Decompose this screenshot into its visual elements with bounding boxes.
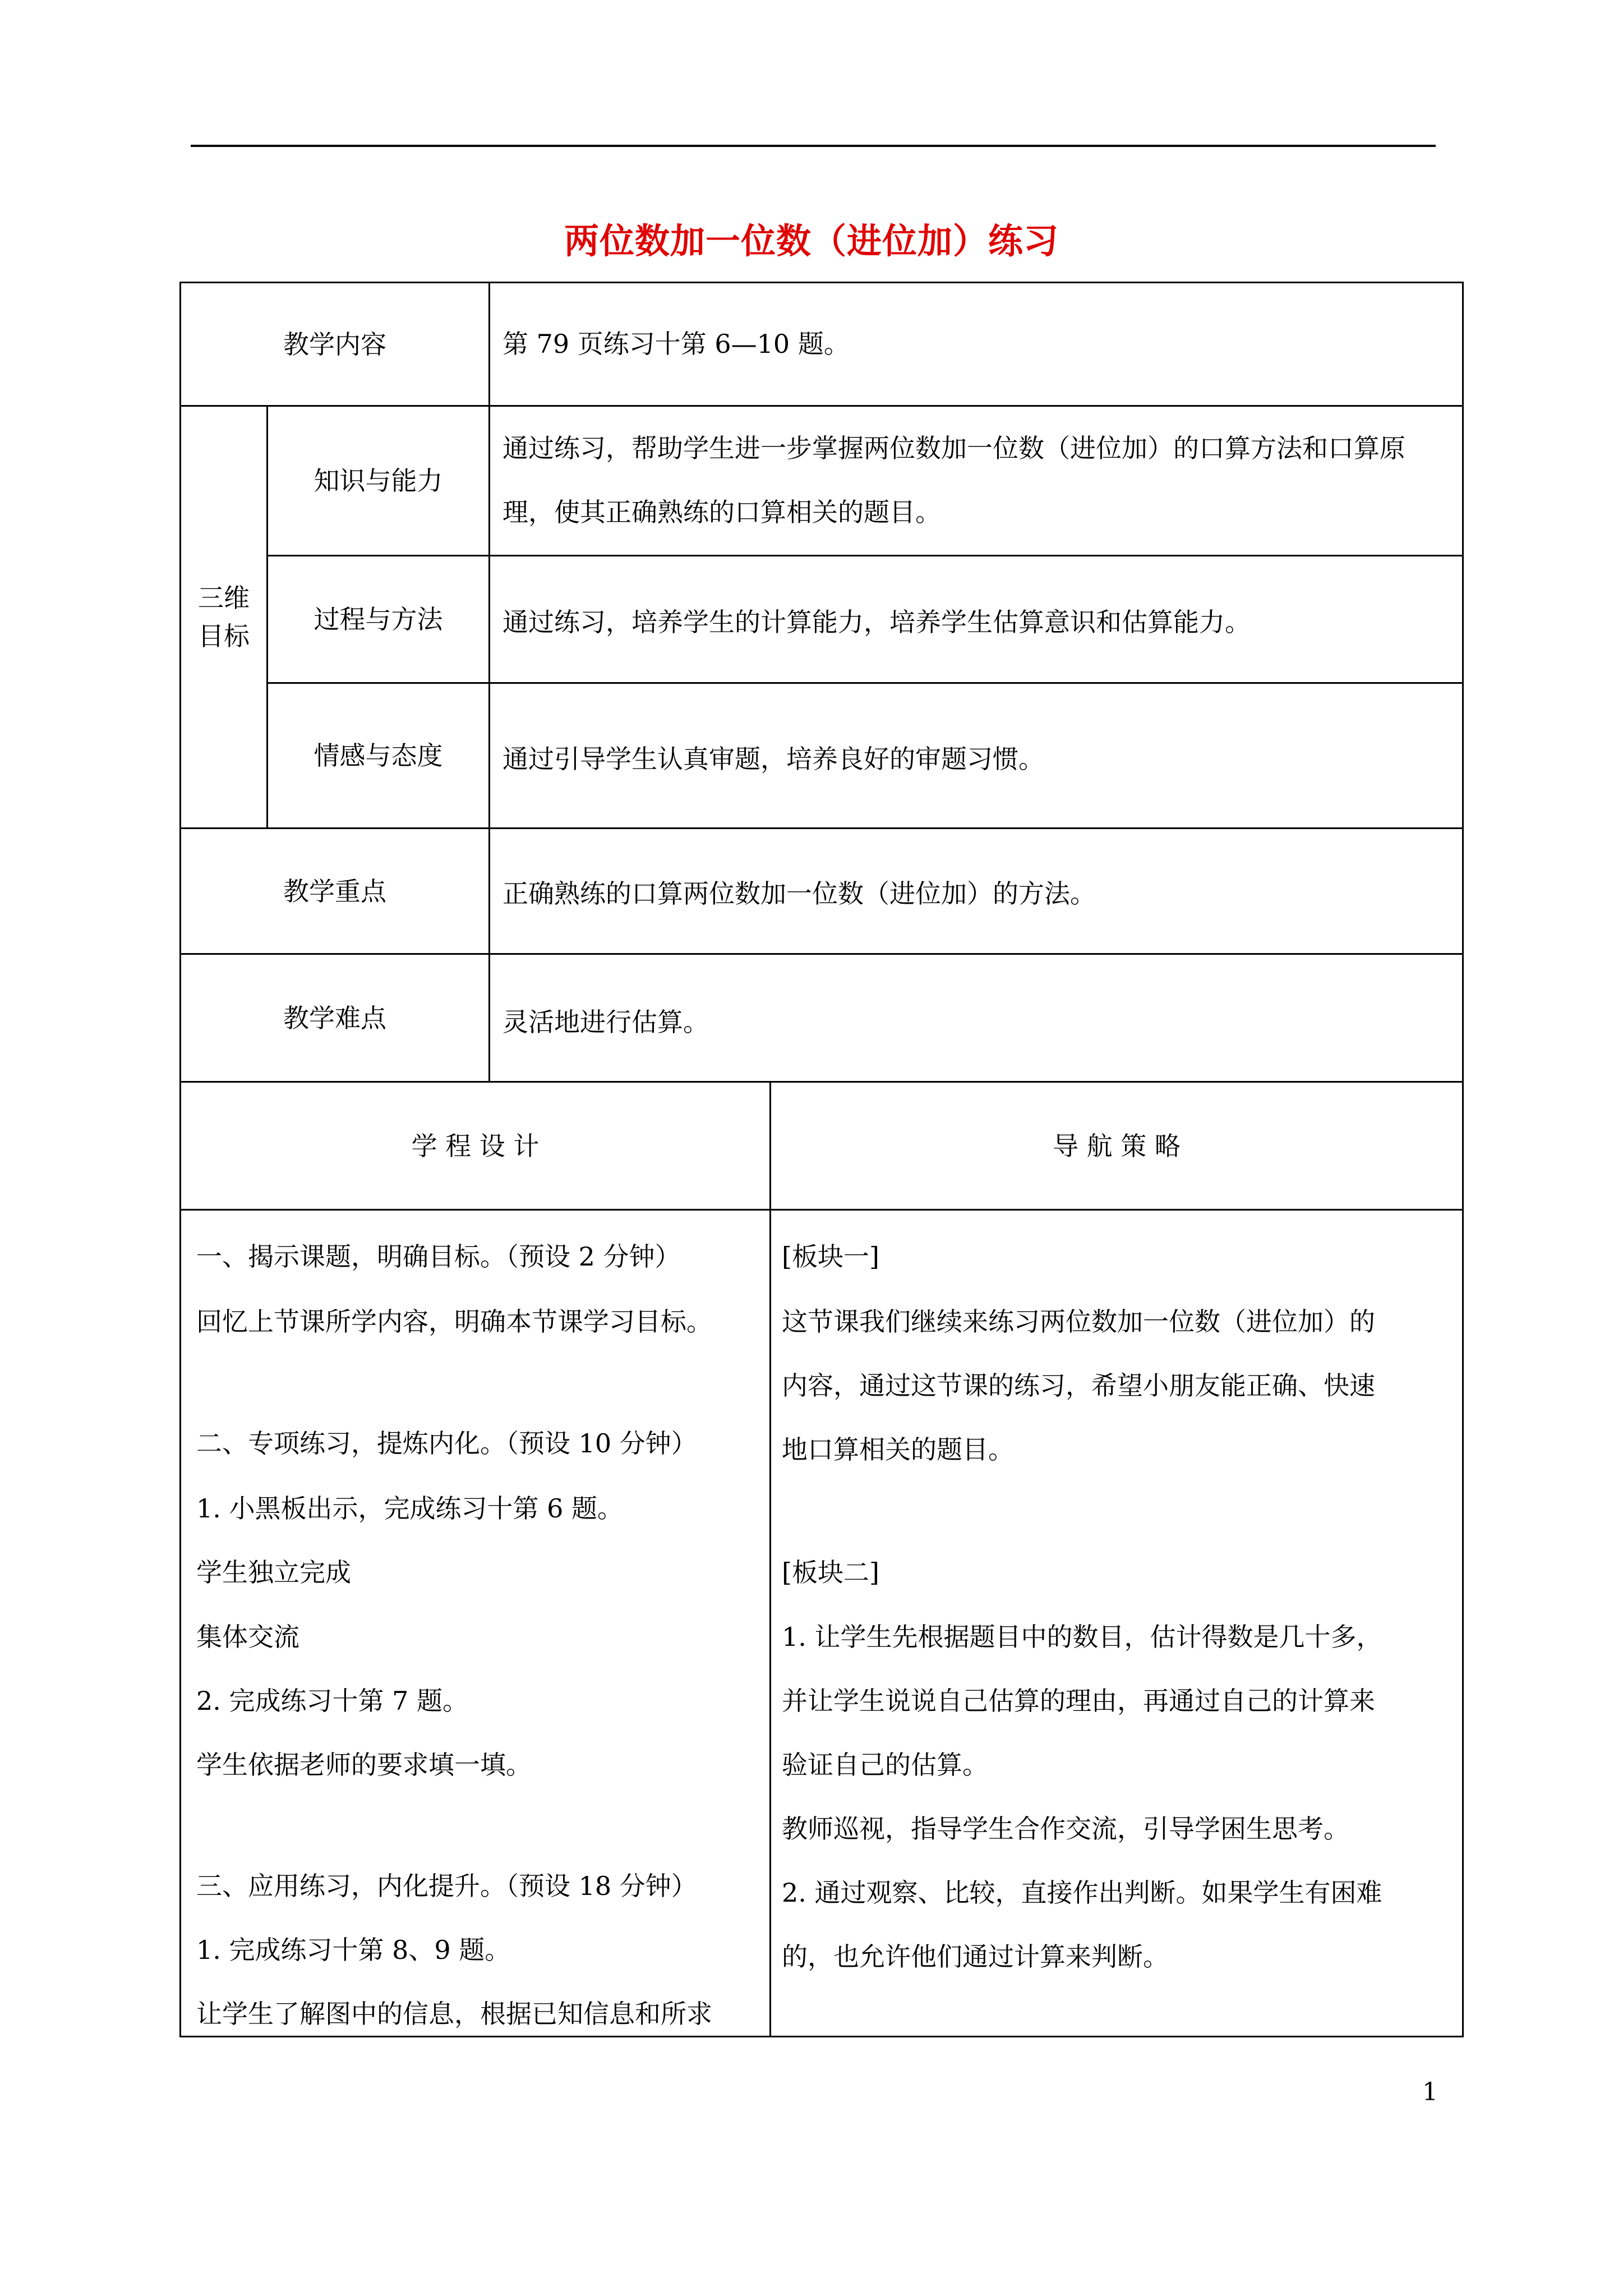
page-number: 1 bbox=[1422, 2078, 1438, 2106]
design-left-line: 让学生了解图中的信息，根据已知信息和所求 bbox=[196, 1999, 712, 2029]
value-teaching-difficulty: 灵活地进行估算。 bbox=[502, 1007, 709, 1037]
table-border-right bbox=[1462, 282, 1464, 2037]
design-left-line: 学生依据老师的要求填一填。 bbox=[196, 1750, 532, 1780]
header-learning-design: 学 程 设 计 bbox=[411, 1130, 540, 1161]
label-teaching-key-point: 教学重点 bbox=[283, 876, 386, 907]
design-right-line: 教师巡视，指导学生合作交流，引导学困生思考。 bbox=[782, 1814, 1349, 1844]
design-right-line: 并让学生说说自己估算的理由，再通过自己的计算来 bbox=[782, 1686, 1375, 1716]
table-col-divider bbox=[488, 282, 490, 1081]
table-row-divider bbox=[179, 1209, 1464, 1211]
value-knowledge-ability: 通过练习，帮助学生进一步掌握两位数加一位数（进位加）的口算方法和口算原理，使其正确熟练的口算相关的题目。 bbox=[502, 433, 1405, 527]
document-title: 两位数加一位数（进位加）练习 bbox=[564, 220, 1059, 261]
design-right-line: 内容，通过这节课的练习，希望小朋友能正确、快速 bbox=[782, 1370, 1375, 1401]
design-right-line: 2. 通过观察、比较，直接作出判断。如果学生有困难 bbox=[782, 1878, 1382, 1908]
value-emotion-attitude: 通过引导学生认真审题，培养良好的审题习惯。 bbox=[502, 744, 1044, 774]
design-right-line: [板块二] bbox=[782, 1557, 879, 1588]
design-right-line: 的，也允许他们通过计算来判断。 bbox=[782, 1941, 1169, 1972]
design-right-line: 1. 让学生先根据题目中的数目，估计得数是几十多， bbox=[782, 1622, 1382, 1652]
label-knowledge-ability: 知识与能力 bbox=[313, 466, 443, 496]
value-process-method: 通过练习，培养学生的计算能力，培养学生估算意识和估算能力。 bbox=[502, 607, 1251, 637]
design-left-line: 一、揭示课题，明确目标。（预设 2 分钟） bbox=[196, 1241, 681, 1272]
design-left-line: 回忆上节课所学内容，明确本节课学习目标。 bbox=[196, 1306, 712, 1337]
lesson-plan-table bbox=[179, 282, 1464, 2037]
design-right-line: 这节课我们继续来练习两位数加一位数（进位加）的 bbox=[782, 1306, 1375, 1337]
label-teaching-difficulty: 教学难点 bbox=[283, 1002, 386, 1033]
design-right-line: 地口算相关的题目。 bbox=[782, 1434, 1014, 1465]
table-col-divider bbox=[769, 1081, 771, 2036]
header-navigation-strategy: 导 航 策 略 bbox=[1053, 1130, 1181, 1161]
design-left-line: 集体交流 bbox=[196, 1622, 299, 1652]
design-left-line: 学生独立完成 bbox=[196, 1557, 351, 1588]
label-three-dimensional-goals: 三维目标 bbox=[198, 583, 250, 651]
design-right-line: 验证自己的估算。 bbox=[782, 1750, 988, 1780]
design-right-line: [板块一] bbox=[782, 1241, 879, 1272]
table-border-bottom bbox=[179, 2036, 1464, 2037]
design-left-line: 二、专项练习，提炼内化。（预设 10 分钟） bbox=[196, 1428, 697, 1458]
design-left-line: 2. 完成练习十第 7 题。 bbox=[196, 1686, 469, 1716]
value-teaching-key-point: 正确熟练的口算两位数加一位数（进位加）的方法。 bbox=[502, 878, 1096, 909]
design-left-line: 三、应用练习，内化提升。（预设 18 分钟） bbox=[196, 1871, 697, 1901]
value-teaching-content: 第 79 页练习十第 6—10 题。 bbox=[502, 329, 850, 359]
label-emotion-attitude: 情感与态度 bbox=[313, 740, 443, 771]
design-left-line: 1. 小黑板出示，完成练习十第 6 题。 bbox=[196, 1493, 624, 1524]
header-rule bbox=[191, 145, 1436, 147]
design-left-line: 1. 完成练习十第 8、9 题。 bbox=[196, 1935, 511, 1965]
label-teaching-content: 教学内容 bbox=[283, 329, 386, 360]
label-process-method: 过程与方法 bbox=[313, 604, 443, 634]
